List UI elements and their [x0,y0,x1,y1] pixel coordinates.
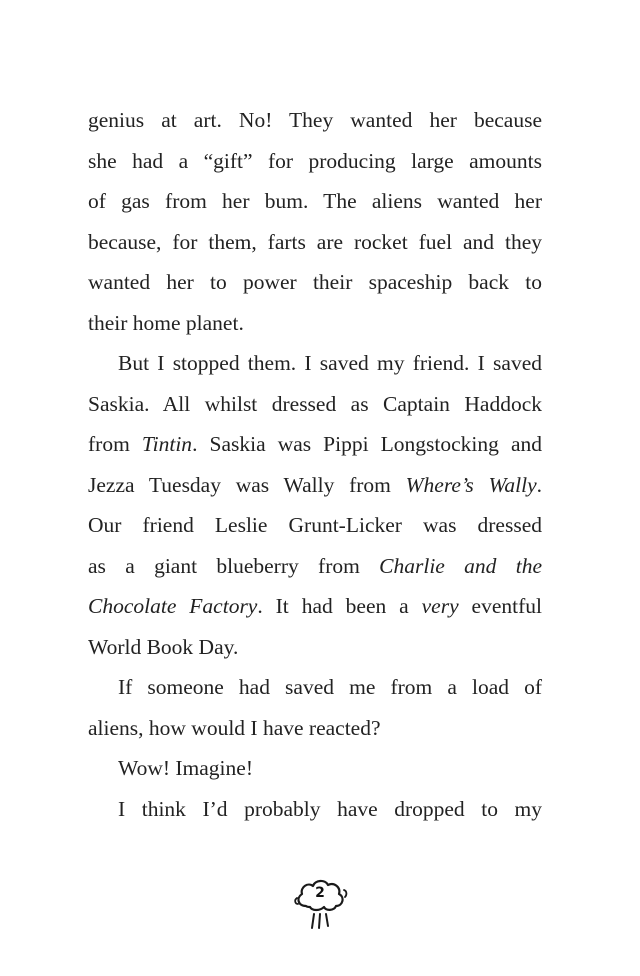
text-segment: of gas from her bum. The aliens wanted her [88,189,542,213]
text-line [88,424,542,465]
text-segment: she had a “gift” for producing large amounts [88,148,542,173]
text-line [88,708,542,749]
text-segment: Saskia. All whilst dressed as Captain Haddock [88,391,542,416]
text-segment: But I stopped them. I saved my friend. I saved [118,351,542,375]
text-segment: from [88,432,142,456]
text-segment: I think I’d probably have dropped to my [118,796,542,821]
text-line [88,141,542,182]
text-segment: wanted her to power their spaceship back to [88,270,542,294]
italic-text: Tintin [141,432,193,456]
body-text [88,100,542,829]
page-number-badge [284,876,356,936]
text-line [88,343,542,384]
text-segment: World Book Day. [88,634,239,659]
text-line [88,100,542,141]
italic-text: Charlie and the [379,553,542,578]
text-line [88,505,542,546]
text-segment: aliens, how would I have reacted? [88,715,381,740]
page-number: 2 [315,885,325,901]
text-segment: . Saskia was Pippi Longstocking and [192,432,542,456]
text-line [88,222,542,263]
text-line [88,262,542,303]
text-segment: their home planet. [88,310,244,335]
text-line [88,789,542,830]
text-segment: because, for them, farts are rocket fuel and they [88,229,542,254]
text-line [88,667,542,708]
text-segment: Jezza Tuesday was Wally from [88,472,406,497]
text-segment: eventful [458,594,542,618]
text-segment: If someone had saved me from a load of [118,675,542,699]
italic-text: Where’s Wally [405,472,537,497]
text-line [88,384,542,425]
italic-text: Chocolate Factory [88,594,258,618]
text-segment: as a giant blueberry from [88,553,380,578]
italic-text: very [421,594,459,618]
text-line [88,546,542,587]
text-line [88,465,542,506]
text-segment: Our friend Leslie Grunt-Licker was dressed [88,513,542,537]
text-segment: Wow! Imagine! [118,756,253,780]
text-line [88,181,542,222]
text-segment: genius at art. No! They wanted her because [88,108,542,132]
text-segment: . [536,472,542,497]
text-line [88,748,542,789]
text-segment: . It had been a [257,594,422,618]
text-line [88,627,542,668]
text-line [88,303,542,344]
text-line [88,586,542,627]
